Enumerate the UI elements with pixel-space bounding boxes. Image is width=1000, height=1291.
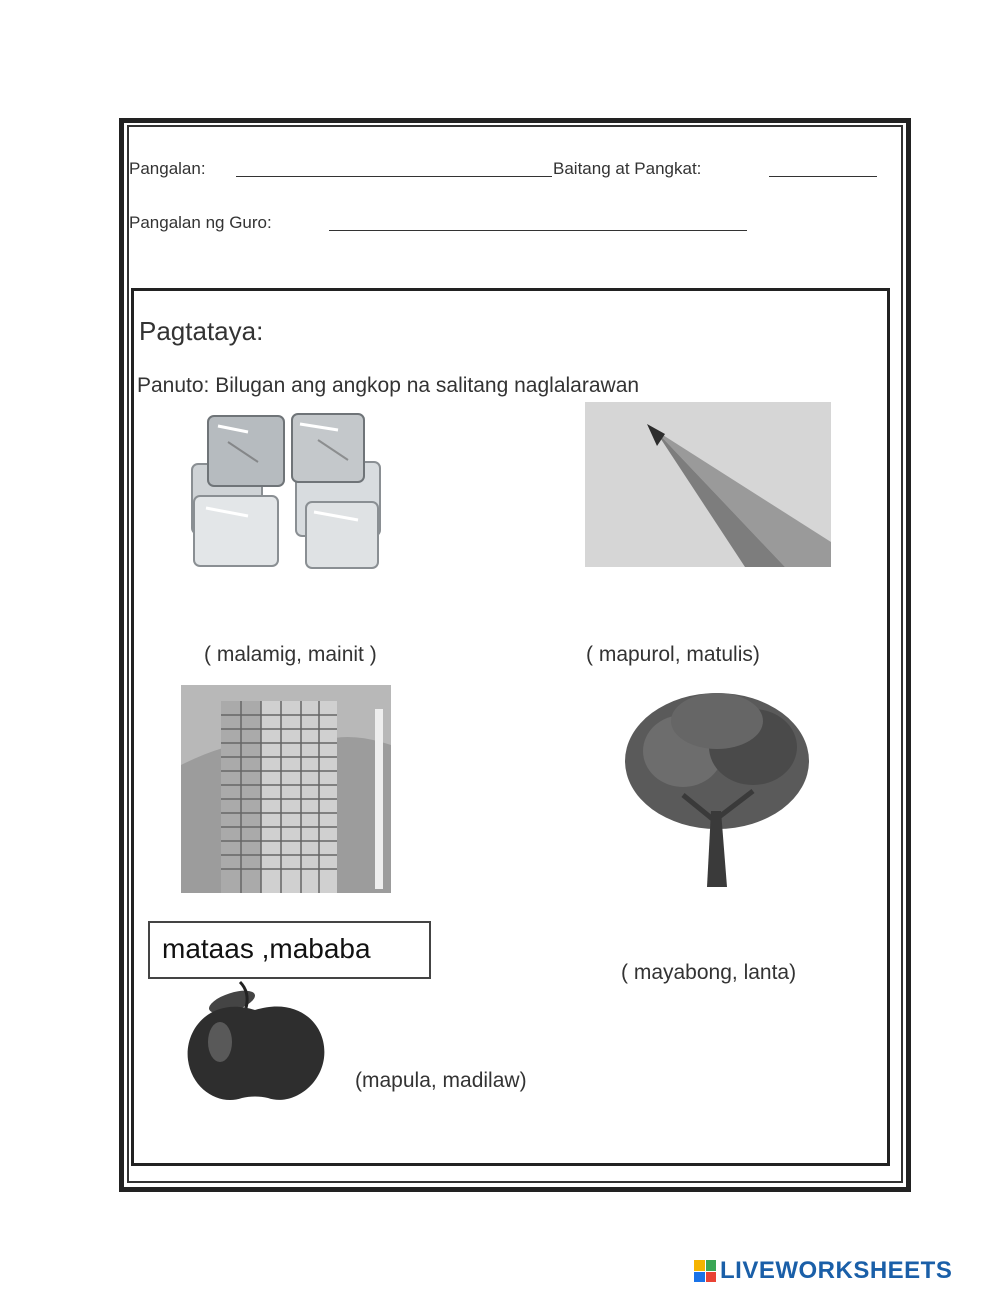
teacher-label: Pangalan ng Guro: — [129, 213, 272, 232]
name-line — [236, 176, 552, 177]
section-title: Pagtataya: — [139, 316, 264, 346]
ice-cubes-image — [188, 412, 388, 572]
instruction-text: Panuto: Bilugan ang angkop na salitang naglalarawan — [137, 374, 640, 397]
name-label: Pangalan: — [129, 159, 206, 178]
liveworksheets-logo — [694, 1256, 952, 1286]
pencil-tip-image — [585, 402, 831, 567]
tree-choices: ( mayabong, lanta) — [621, 961, 797, 984]
apple-choices: (mapula, madilaw) — [355, 1069, 527, 1092]
grade-line — [769, 176, 877, 177]
tree-image — [623, 691, 811, 889]
building-image — [181, 685, 391, 893]
teacher-line — [329, 230, 747, 231]
apple-image — [180, 980, 330, 1108]
ice-choices: ( malamig, mainit ) — [204, 643, 377, 666]
logo-text: LIVEWORKSHEETS — [720, 1257, 953, 1284]
grade-label: Baitang at Pangkat: — [553, 159, 702, 178]
liveworksheets-logo-icon — [694, 1260, 716, 1282]
building-answer-input[interactable]: mataas ,mababa — [148, 921, 431, 979]
pencil-choices: ( mapurol, matulis) — [586, 643, 760, 666]
